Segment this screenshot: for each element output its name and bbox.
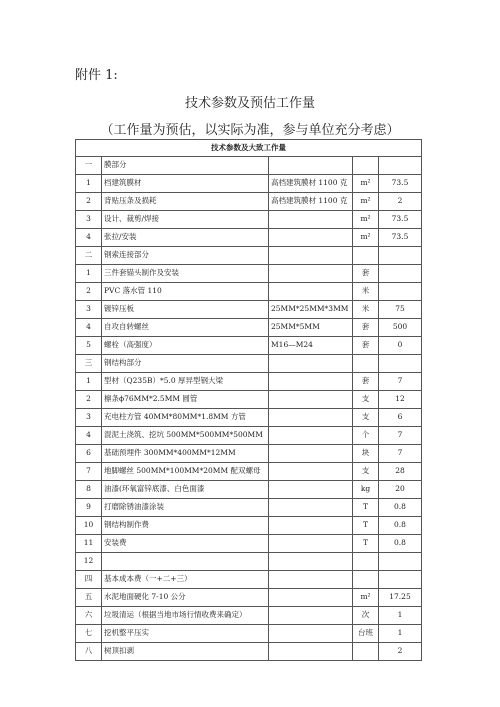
row-spec [269, 463, 353, 481]
row-quantity [379, 355, 422, 373]
row-spec [269, 625, 353, 643]
row-spec [269, 607, 353, 625]
row-quantity: 500 [379, 319, 422, 337]
row-index: 五 [76, 589, 102, 607]
row-item-name: 三件套锚头制作及安装 [102, 265, 269, 283]
table-row [76, 463, 422, 481]
table-row [76, 409, 422, 427]
table-row [76, 571, 422, 589]
table-row [76, 211, 422, 229]
row-spec [269, 391, 353, 409]
row-spec [269, 247, 353, 265]
row-item-name: 张拉/安装 [102, 229, 269, 247]
row-unit: 套 [353, 319, 379, 337]
table-row [76, 535, 422, 553]
row-index: 1 [76, 175, 102, 193]
row-index: 七 [76, 625, 102, 643]
table-row [76, 553, 422, 571]
row-item-name: 树顶扣剥 [102, 643, 269, 661]
row-index: 2 [76, 193, 102, 211]
row-unit: m² [353, 229, 379, 247]
table-row [76, 643, 422, 661]
row-quantity: 73.5 [379, 229, 422, 247]
row-unit: m² [353, 193, 379, 211]
row-item-name: 钢索连接部分 [102, 247, 269, 265]
row-item-name: 水泥地面硬化 7-10 公分 [102, 589, 269, 607]
row-item-name: 设计、裁剪/焊接 [102, 211, 269, 229]
row-spec [269, 589, 353, 607]
row-unit [353, 571, 379, 589]
row-unit: 支 [353, 391, 379, 409]
table-row [76, 283, 422, 301]
row-item-name: 镀锌压板 [102, 301, 269, 319]
row-spec [269, 643, 353, 661]
table-row [76, 355, 422, 373]
row-unit: 套 [353, 337, 379, 355]
row-quantity: 7 [379, 373, 422, 391]
row-spec [269, 481, 353, 499]
table-row [76, 193, 422, 211]
table-row [76, 445, 422, 463]
row-quantity [379, 553, 422, 571]
row-item-name: 油漆(环氧富锌底漆、白色面漆 [102, 481, 269, 499]
row-unit: m² [353, 175, 379, 193]
row-item-name: 檩条ϕ76MM*2.5MM 圆管 [102, 391, 269, 409]
table-row [76, 247, 422, 265]
row-spec [269, 535, 353, 553]
row-index: 1 [76, 373, 102, 391]
row-unit [353, 643, 379, 661]
table-header-row [76, 140, 422, 157]
row-unit: 套 [353, 265, 379, 283]
row-spec [269, 409, 353, 427]
row-quantity: 12 [379, 391, 422, 409]
row-index: 八 [76, 643, 102, 661]
row-index: 5 [76, 337, 102, 355]
row-item-name: 挖机整平压实 [102, 625, 269, 643]
row-unit: 套 [353, 373, 379, 391]
row-index: 一 [76, 157, 102, 175]
row-quantity [379, 571, 422, 589]
table-row [76, 319, 422, 337]
row-quantity: 0.8 [379, 517, 422, 535]
row-item-name: 自攻自转螺丝 [102, 319, 269, 337]
row-spec [269, 157, 353, 175]
row-spec [269, 499, 353, 517]
row-item-name: 钢结构部分 [102, 355, 269, 373]
row-unit: 支 [353, 409, 379, 427]
row-spec: M16—M24 [269, 337, 353, 355]
row-item-name: 打磨除锈油漆涂装 [102, 499, 269, 517]
table-row [76, 625, 422, 643]
row-index: 3 [76, 301, 102, 319]
table-row [76, 265, 422, 283]
row-index: 11 [76, 535, 102, 553]
row-unit: 米 [353, 283, 379, 301]
row-item-name [102, 553, 269, 571]
row-spec [269, 571, 353, 589]
row-item-name: 地脚螺丝 500MM*100MM*20MM 配双螺母 [102, 463, 269, 481]
row-item-name: 基础预埋件 300MM*400MM*12MM [102, 445, 269, 463]
row-index: 3 [76, 409, 102, 427]
row-index: 4 [76, 229, 102, 247]
row-item-name: 充电柱方管 40MM*80MM*1.8MM 方管 [102, 409, 269, 427]
row-unit: 块 [353, 445, 379, 463]
row-quantity: 75 [379, 301, 422, 319]
row-index: 4 [76, 427, 102, 445]
row-spec [269, 553, 353, 571]
row-unit: kg [353, 481, 379, 499]
row-quantity: 73.5 [379, 211, 422, 229]
row-quantity [379, 157, 422, 175]
row-item-name: 膜部分 [102, 157, 269, 175]
table-row [76, 427, 422, 445]
row-index: 六 [76, 607, 102, 625]
row-index: 4 [76, 319, 102, 337]
row-quantity: 17.25 [379, 589, 422, 607]
row-item-name: 型材（Q235B）*5.0 厚异型钢大梁 [102, 373, 269, 391]
row-index: 12 [76, 553, 102, 571]
table-row [76, 229, 422, 247]
row-unit: 次 [353, 607, 379, 625]
table-row [76, 391, 422, 409]
row-quantity [379, 247, 422, 265]
document-title: 技术参数及预估工作量 [184, 96, 315, 111]
row-index: 二 [76, 247, 102, 265]
row-index: 3 [76, 211, 102, 229]
row-unit [353, 247, 379, 265]
row-unit: m² [353, 589, 379, 607]
table-row [76, 499, 422, 517]
row-spec [269, 211, 353, 229]
row-quantity: 0 [379, 337, 422, 355]
row-quantity: 7 [379, 445, 422, 463]
row-spec: 高档建筑膜材 1100 克 [269, 193, 353, 211]
row-unit: T [353, 517, 379, 535]
row-unit [353, 355, 379, 373]
row-index: 2 [76, 391, 102, 409]
row-item-name: 混泥土浇筑、挖坑 500MM*500MM*500MM [102, 427, 269, 445]
row-quantity: 20 [379, 481, 422, 499]
row-unit [353, 553, 379, 571]
row-item-name: 安装费 [102, 535, 269, 553]
row-spec [269, 265, 353, 283]
row-item-name: PVC 落水管 110 [102, 283, 269, 301]
row-item-name: 螺栓（高强度） [102, 337, 269, 355]
row-item-name: 基本成本费（一+二+三） [102, 571, 269, 589]
table-row [76, 175, 422, 193]
row-unit: 台班 [353, 625, 379, 643]
row-item-name: 垃圾清运（根据当地市场行情收费来确定） [102, 607, 269, 625]
row-spec [269, 445, 353, 463]
row-quantity [379, 265, 422, 283]
row-quantity: 0.8 [379, 499, 422, 517]
table-header: 技术参数及大致工作量 [76, 140, 422, 157]
row-index: 8 [76, 481, 102, 499]
row-spec [269, 355, 353, 373]
row-item-name: 背贴压条及损耗 [102, 193, 269, 211]
row-spec [269, 229, 353, 247]
row-spec [269, 427, 353, 445]
table-row [76, 589, 422, 607]
row-quantity: 2 [379, 643, 422, 661]
row-spec: 高档建筑膜材 1100 克 [269, 175, 353, 193]
row-quantity: 1 [379, 607, 422, 625]
row-spec: 25MM*25MM*3MM [269, 301, 353, 319]
row-spec [269, 283, 353, 301]
document-subtitle: （工作量为预估，以实际为准，参与单位充分考虑） [100, 123, 400, 138]
row-quantity: 73.5 [379, 175, 422, 193]
row-unit: T [353, 535, 379, 553]
row-quantity: 1 [379, 625, 422, 643]
row-unit: 个 [353, 427, 379, 445]
technical-parameters-table [75, 139, 422, 661]
row-index: 9 [76, 499, 102, 517]
row-unit: T [353, 499, 379, 517]
row-quantity: 0.8 [379, 535, 422, 553]
row-unit: 支 [353, 463, 379, 481]
row-spec [269, 517, 353, 535]
row-unit: m² [353, 211, 379, 229]
row-index: 三 [76, 355, 102, 373]
row-unit: 米 [353, 301, 379, 319]
row-unit [353, 157, 379, 175]
table-row [76, 157, 422, 175]
table-row [76, 517, 422, 535]
row-spec: 25MM*5MM [269, 319, 353, 337]
row-item-name: 钢结构制作费 [102, 517, 269, 535]
table-row [76, 481, 422, 499]
row-index: 1 [76, 265, 102, 283]
row-quantity: 28 [379, 463, 422, 481]
row-quantity: 2 [379, 193, 422, 211]
row-item-name: 档建筑膜材 [102, 175, 269, 193]
attachment-label: 附件 1: [75, 68, 118, 83]
table-row [76, 607, 422, 625]
table-row [76, 301, 422, 319]
row-index: 7 [76, 463, 102, 481]
row-index: 2 [76, 283, 102, 301]
table-row [76, 337, 422, 355]
row-index: 6 [76, 445, 102, 463]
row-index: 10 [76, 517, 102, 535]
row-index: 四 [76, 571, 102, 589]
row-quantity: 6 [379, 409, 422, 427]
row-quantity: 7 [379, 427, 422, 445]
row-spec [269, 373, 353, 391]
row-quantity [379, 283, 422, 301]
table-row [76, 373, 422, 391]
